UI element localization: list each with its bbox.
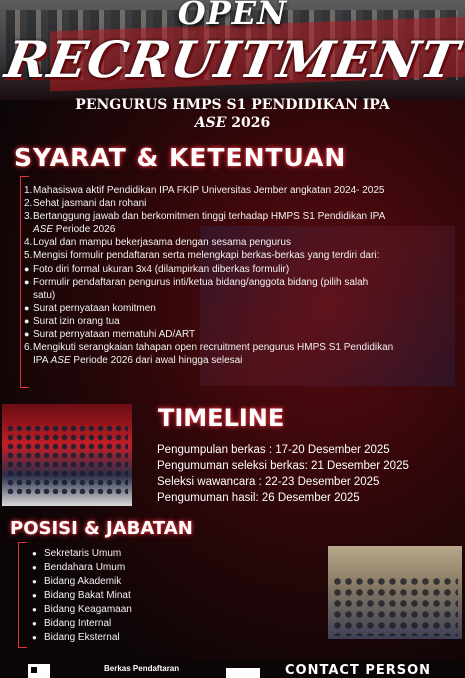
posisi-title: POSISI & JABATAN (10, 518, 193, 539)
list-item: 4. Loyal dan mampu bekerjasama dengan sesama pengurus (24, 237, 291, 249)
title-recruitment: RECRUITMENT (1, 30, 464, 89)
qr-code-icon[interactable] (28, 664, 50, 678)
subtitle: PENGURUS HMPS S1 PENDIDIKAN IPA (75, 97, 390, 113)
bullet-item-cont: satu) (33, 289, 56, 301)
bullet-icon: ● (24, 302, 30, 313)
position-item: ● Bidang Eksternal (32, 632, 120, 643)
list-item: 2. Sehat jasmani dan rohani (24, 198, 147, 210)
list-item: 5. Mengisi formulir pendaftaran serta melengkapi berkas-berkas yang terdiri dari: (24, 250, 380, 262)
bullet-item: ● Foto diri formal ukuran 3x4 (dilampirkan diberkas formulir) (24, 263, 290, 275)
timeline-title: TIMELINE (158, 404, 285, 432)
bullet-item: ● Surat pernyataan komitmen (24, 302, 156, 314)
ase-label: ASE (194, 115, 227, 131)
list-item-cont: ASE Periode 2026 (33, 224, 116, 236)
bullet-icon: ● (32, 577, 37, 586)
bullet-icon: ● (24, 263, 30, 274)
syarat-title: SYARAT & KETENTUAN (14, 143, 347, 172)
classroom-photo (328, 546, 462, 639)
timeline-list (157, 442, 409, 506)
bullet-icon: ● (32, 605, 37, 614)
list-item: 3. Bertanggung jawab dan berkomitmen tinggi terhadap HMPS S1 Pendidikan IPA (24, 211, 386, 223)
bullet-icon: ● (32, 633, 37, 642)
bullet-icon: ● (24, 276, 30, 287)
list-item-cont: IPA ASE Periode 2026 dari awal hingga selesai (33, 355, 243, 367)
bullet-item: ● Surat pernyataan mematuhi AD/ART (24, 329, 196, 341)
bullet-icon: ● (32, 619, 37, 628)
bullet-icon: ● (32, 591, 37, 600)
list-item: 6. Mengikuti serangkaian tahapan open recruitment pengurus HMPS S1 Pendidikan (24, 342, 394, 354)
posisi-list (32, 547, 132, 645)
position-item: ● Bidang Keagamaan (32, 604, 132, 615)
position-item: ● Bendahara Umum (32, 562, 126, 573)
title-open: OPEN (177, 0, 288, 32)
footer-white-box (226, 668, 260, 678)
berkas-label: Berkas Pendaftaran (104, 664, 180, 673)
subtitle-period (0, 115, 465, 131)
posisi-bracket (18, 542, 27, 648)
position-item: ● Sekretaris Umum (32, 548, 122, 559)
list-item: 1. Mahasiswa aktif Pendidikan IPA FKIP Universitas Jember angkatan 2024- 2025 (24, 185, 385, 196)
position-item: ● Bidang Bakat Minat (32, 590, 131, 601)
timeline-item: Seleksi wawancara : 22-23 Desember 2025 (157, 476, 380, 488)
syarat-list (24, 184, 458, 367)
bullet-item: ● Formulir pendaftaran pengurus inti/ketua bidang/anggota bidang (pilih salah (24, 276, 369, 288)
position-item: ● Bidang Akademik (32, 576, 122, 587)
timeline-item: Pengumuman seleksi berkas: 21 Desember 2025 (157, 460, 409, 472)
bullet-icon: ● (32, 563, 37, 572)
bullet-icon: ● (32, 549, 37, 558)
contact-person-title: CONTACT PERSON (285, 663, 432, 678)
position-item: ● Bidang Internal (32, 618, 112, 629)
group-photo (2, 404, 132, 506)
timeline-item: Pengumpulan berkas : 17-20 Desember 2025 (157, 444, 390, 456)
bullet-icon: ● (24, 315, 30, 326)
timeline-item: Pengumuman hasil: 26 Desember 2025 (157, 492, 360, 504)
period-year: 2026 (226, 115, 271, 131)
bullet-item: ● Surat izin orang tua (24, 315, 120, 327)
bullet-icon: ● (24, 329, 30, 340)
